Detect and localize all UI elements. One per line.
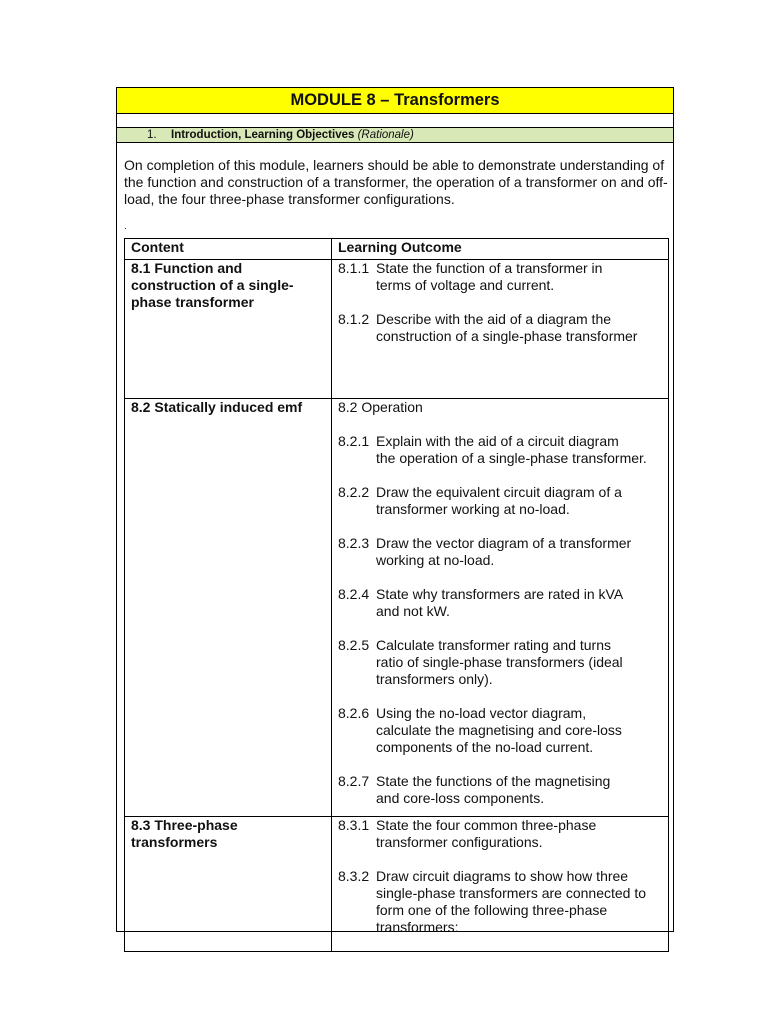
outcome-text-first: State why transformers are rated in kVA xyxy=(376,586,624,602)
outcome-code: 8.2.1 xyxy=(338,433,370,449)
outcome-code: 8.2.4 xyxy=(338,586,370,602)
outcome-item xyxy=(338,535,662,569)
outcome-text-rest: working at no-load. xyxy=(376,552,495,568)
outcome-text-rest: construction of a single-phase transformer xyxy=(376,328,638,344)
table-header-row xyxy=(125,239,669,260)
outcome-text-rest: transformer configurations. xyxy=(376,834,543,850)
outcome-code: 8.3.2 xyxy=(338,868,370,884)
outcomes-table xyxy=(124,238,669,952)
content-cell: 8.3 Three-phase transformers xyxy=(125,817,332,952)
outcome-text-first: Draw circuit diagrams to show how three xyxy=(376,868,629,884)
outcome-text-first: State the four common three-phase xyxy=(376,817,597,833)
outcome-text-first: Explain with the aid of a circuit diagram xyxy=(376,433,619,449)
outcome-cell xyxy=(332,817,669,952)
outcome-heading: 8.2 Operation xyxy=(338,399,423,415)
outcome-item xyxy=(338,705,662,756)
outcome-text-rest: ratio of single-phase transformers (ideal transformers only). xyxy=(376,654,623,687)
table-row xyxy=(125,260,669,399)
module-title: MODULE 8 – Transformers xyxy=(117,88,673,114)
content-cell: 8.1 Function and construction of a single-phase transformer xyxy=(125,260,332,399)
section-rationale: (Rationale) xyxy=(357,129,414,141)
content-cell: 8.2 Statically induced emf xyxy=(125,399,332,817)
outcome-code: 8.2.6 xyxy=(338,705,370,721)
outcome-code: 8.1.1 xyxy=(338,260,370,276)
outcome-code: 8.2.5 xyxy=(338,637,370,653)
outcome-item xyxy=(338,311,662,345)
intro-paragraph: On completion of this module, learners should be able to demonstrate understanding of the function and construction of a transformer, the operation of a transformer on and off-load, the four three-phase transformer configurations. xyxy=(124,157,668,207)
outcome-item xyxy=(338,586,662,620)
outcome-cell xyxy=(332,260,669,399)
outcome-text-first: Using the no-load vector diagram, xyxy=(376,705,587,721)
outcome-text-rest: terms of voltage and current. xyxy=(376,277,555,293)
outcome-text-first: State the functions of the magnetising xyxy=(376,773,611,789)
outcome-item xyxy=(338,484,662,518)
outcome-code: 8.3.1 xyxy=(338,817,370,833)
outcome-text-rest: and not kW. xyxy=(376,603,450,619)
outcome-text-rest: the operation of a single-phase transformer. xyxy=(376,450,647,466)
module-frame xyxy=(116,87,674,935)
table-row xyxy=(125,399,669,817)
outcome-item xyxy=(338,260,662,294)
header-content: Content xyxy=(125,239,332,260)
outcome-text-first: Calculate transformer rating and turns xyxy=(376,637,611,653)
outcome-code: 8.2.7 xyxy=(338,773,370,789)
intro-trailing-mark: . xyxy=(124,221,127,232)
outcome-text-rest: and core-loss components. xyxy=(376,790,545,806)
outcome-text-first: Draw the vector diagram of a transformer xyxy=(376,535,632,551)
outcome-item xyxy=(338,637,662,688)
section-label xyxy=(171,128,414,142)
section-number: 1. xyxy=(147,129,157,141)
section-heading xyxy=(117,127,673,143)
outcome-text-first: Describe with the aid of a diagram the xyxy=(376,311,612,327)
outcome-text-rest: single-phase transformers are connected to form one of the following three-phase transformers: xyxy=(376,885,647,935)
outcome-code: 8.1.2 xyxy=(338,311,370,327)
outcome-text-rest: calculate the magnetising and core-loss components of the no-load current. xyxy=(376,722,622,755)
outcome-item xyxy=(338,817,662,851)
outcome-text-first: Draw the equivalent circuit diagram of a xyxy=(376,484,622,500)
outcome-code: 8.2.3 xyxy=(338,535,370,551)
outcome-text-rest: transformer working at no-load. xyxy=(376,501,570,517)
outcome-item xyxy=(338,773,662,807)
outcome-text-first: State the function of a transformer in xyxy=(376,260,603,276)
header-learning-outcome: Learning Outcome xyxy=(332,239,669,260)
outcome-cell xyxy=(332,399,669,817)
outcome-item xyxy=(338,433,662,467)
section-label-text: Introduction, Learning Objectives xyxy=(171,129,355,141)
outcome-item xyxy=(338,868,662,936)
outcome-code: 8.2.2 xyxy=(338,484,370,500)
table-row xyxy=(125,817,669,952)
